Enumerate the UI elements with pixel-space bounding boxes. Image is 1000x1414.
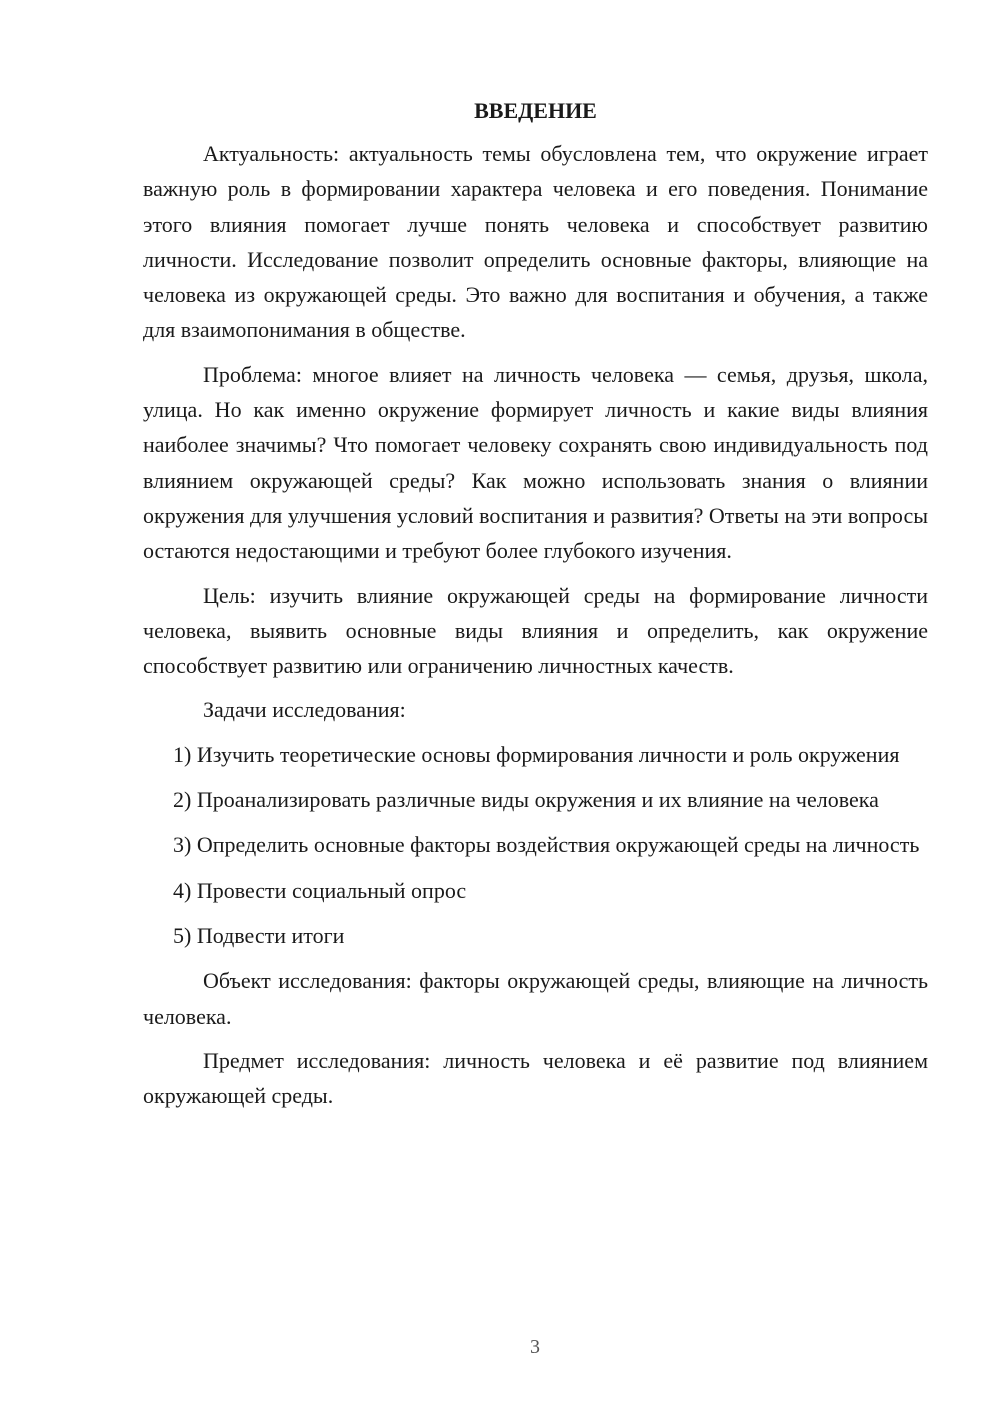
list-item: 2) Проанализировать различные виды окружения и их влияние на человека [173,787,879,813]
document-page [143,96,928,1122]
paragraph-problem: Проблема: многое влияет на личность человека — семья, друзья, школа, улица. Но как именно окружение формирует личность и какие виды влияния наиболее значимы? Что помогает человеку сохранять свою индивидуальность под влиянием окружающей среды? Как можно использовать знания о влиянии окружения для улучшения условий воспитания и развития? Ответы на эти вопросы остаются недостающими и требуют более глубокого изучения. [143,361,928,564]
paragraph-subject: Предмет исследования: личность человека и её развитие под влиянием окружающей среды. [143,1047,928,1109]
list-item: 1) Изучить теоретические основы формирования личности и роль окружения [173,741,900,767]
page-number: 3 [530,1336,540,1358]
list-item: 3) Определить основные факторы воздействия окружающей среды на личность [173,832,920,858]
page-title: ВВЕДЕНИЕ [474,98,597,123]
paragraph-goal: Цель: изучить влияние окружающей среды на формирование личности человека, выявить основные виды влияния и определить, как окружение способствует развитию или ограничению личностных качеств. [143,582,928,679]
paragraph-relevance: Актуальность: актуальность темы обусловлена тем, что окружение играет важную роль в формировании характера человека и его поведения. Понимание этого влияния помогает лучше понять человека и способствует развитию личности. Исследование позволит определить основные факторы, влияющие на человека из окружающей среды. Это важно для воспитания и обучения, а также для взаимопонимания в обществе. [143,141,928,343]
paragraph-tasks-heading: Задачи исследования: [203,697,406,723]
paragraph-object: Объект исследования: факторы окружающей среды, влияющие на личность человека. [143,968,928,1029]
list-item: 4) Провести социальный опрос [173,877,467,903]
list-item: 5) Подвести итоги [173,922,345,948]
